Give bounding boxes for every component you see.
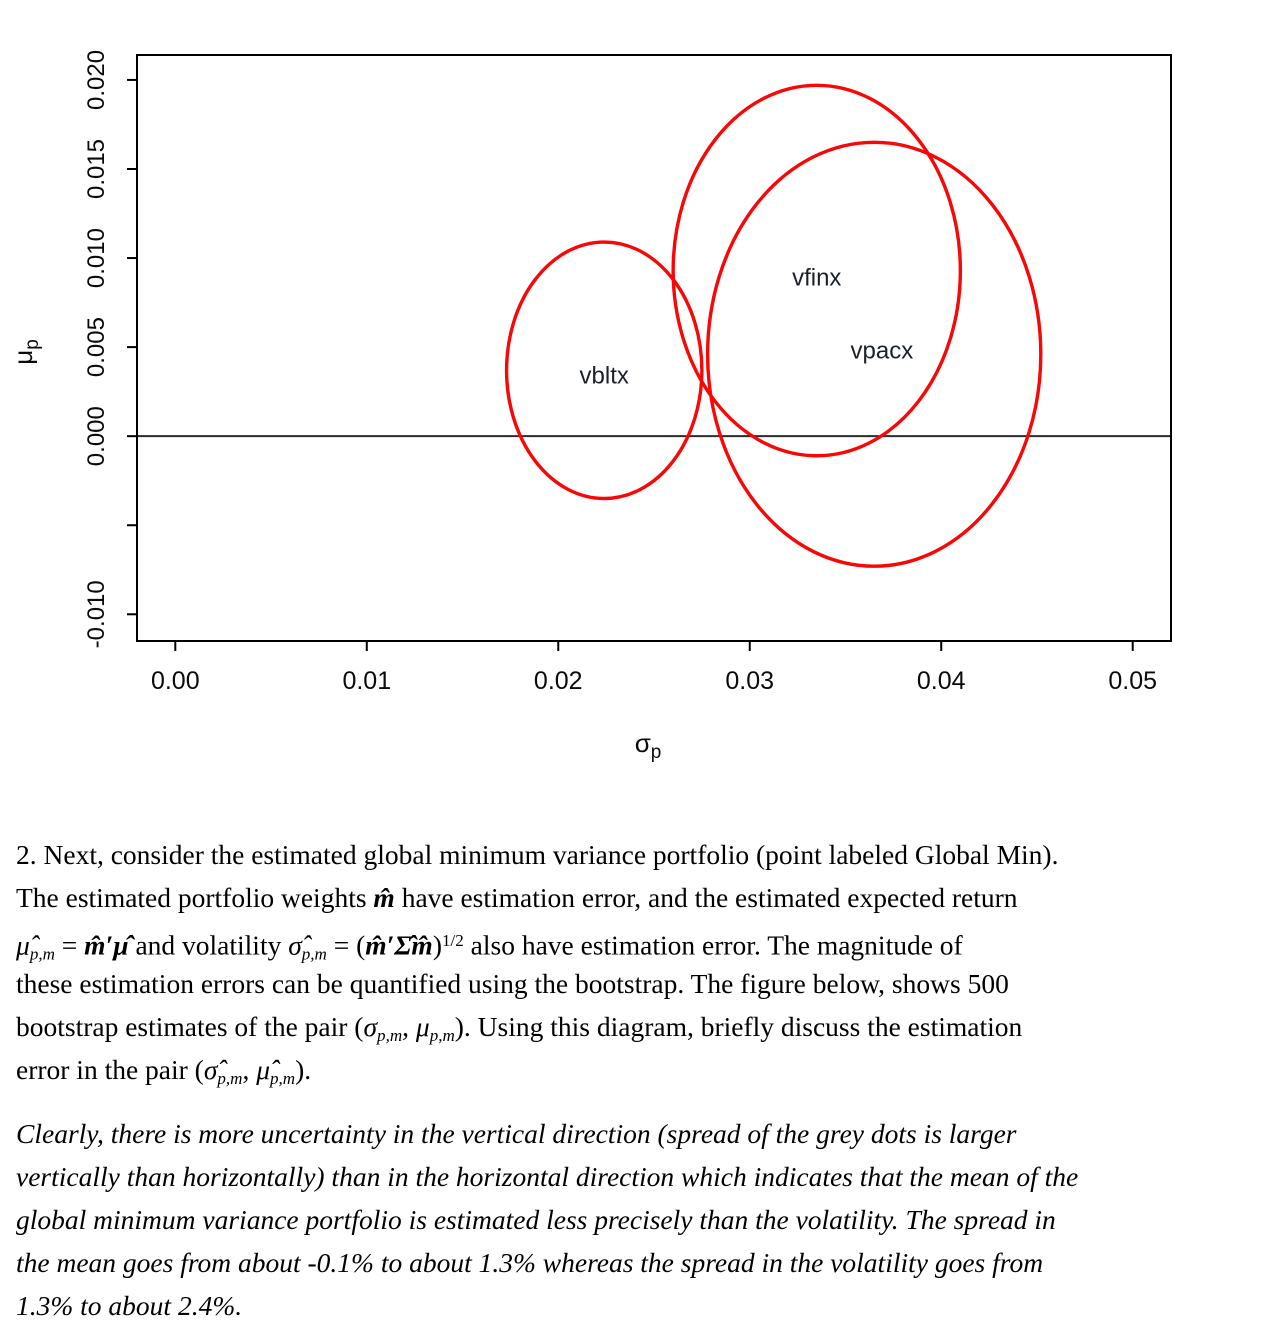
question-line [16, 1005, 1262, 1048]
text-run: σ [363, 1011, 378, 1042]
text-run: p,m [270, 1068, 296, 1088]
text-run: , [242, 1054, 257, 1085]
series-label-vfinx: vfinx [792, 264, 842, 292]
x-tick-label: 0.01 [342, 667, 392, 695]
text-run: = ( [326, 929, 366, 961]
x-tick-label: 0.04 [916, 667, 966, 695]
y-tick-label: 0.015 [83, 138, 110, 200]
text-run: p,m [301, 944, 327, 964]
text-run: p,m [217, 1068, 243, 1088]
answer-line: the mean goes from about -0.1% to about 1.3% whereas the spread in the volatility goes from [16, 1247, 1044, 1278]
text-run: bootstrap estimates of the pair ( [16, 1011, 364, 1042]
text-run: also have estimation error. The magnitude of [463, 929, 963, 961]
x-tick-label: 0.05 [1108, 667, 1158, 695]
text-run: these estimation errors can be quantified using the bootstrap. The figure below, shows 500 [16, 968, 1009, 999]
y-tick-label: -0.010 [83, 580, 110, 649]
x-tick-label: 0.03 [725, 667, 775, 695]
text-run: ). Using this diagram, briefly discuss the estimation [454, 1011, 1023, 1042]
answer-line: Clearly, there is more uncertainty in the vertical direction (spread of the grey dots is larger [16, 1118, 1017, 1149]
series-label-vbltx: vbltx [579, 362, 629, 390]
answer-line: 1.3% to about 2.4%. [16, 1290, 243, 1321]
text-run: = [54, 929, 85, 961]
text-run: error in the pair ( [16, 1054, 204, 1085]
x-tick-label: 0.02 [533, 667, 583, 695]
x-axis-title: $\sigma_p$ [634, 728, 662, 763]
question-line [16, 1048, 1262, 1091]
text-run: p,m [377, 1025, 403, 1045]
question-line [16, 962, 1262, 1005]
answer-paragraph [16, 1112, 1266, 1327]
question-line [16, 919, 1262, 962]
y-tick-label: 0.000 [83, 406, 110, 467]
text-run: and volatility [128, 929, 289, 961]
plot-border [137, 55, 1171, 641]
text-run: m̂′μ̂ [84, 929, 129, 961]
text-run: μ [415, 1011, 430, 1042]
text-run: The estimated portfolio weights [16, 882, 374, 913]
y-tick-label: 0.010 [83, 228, 110, 289]
answer-line: global minimum variance portfolio is estimated less precisely than the volatility. The spread in [16, 1204, 1056, 1235]
answer-line: vertically than horizontally) than in the horizontal direction which indicates that the mean of the [16, 1161, 1079, 1192]
text-run: m̂ [373, 882, 395, 913]
text-run: μ̂ [256, 1054, 271, 1085]
text-run: p,m [29, 944, 55, 964]
text-run: , [402, 1011, 416, 1042]
y-axis-title: $\mu_p$ [8, 339, 43, 365]
text-run: ) [432, 929, 442, 961]
text-run: σ̂ [288, 929, 302, 961]
text-run: 2. Next, consider the estimated global minimum variance portfolio (point labeled Global Min). [16, 839, 1059, 870]
series-label-vpacx: vpacx [850, 337, 914, 365]
text-run: have estimation error, and the estimated expected return [394, 882, 1018, 913]
text-run: p,m [429, 1025, 455, 1045]
x-tick-label: 0.00 [150, 667, 200, 695]
text-run: ). [295, 1054, 312, 1085]
text-run: μ̂ [16, 929, 30, 961]
text-run: 1/2 [442, 931, 464, 950]
text-run: m̂′Σ̂m̂ [365, 929, 433, 961]
question-line [16, 833, 1262, 876]
text-run: σ̂ [203, 1054, 218, 1085]
question-line [16, 876, 1262, 919]
question-paragraph [16, 833, 1262, 1091]
y-tick-label: 0.005 [83, 317, 110, 378]
y-tick-label: 0.020 [83, 49, 110, 110]
